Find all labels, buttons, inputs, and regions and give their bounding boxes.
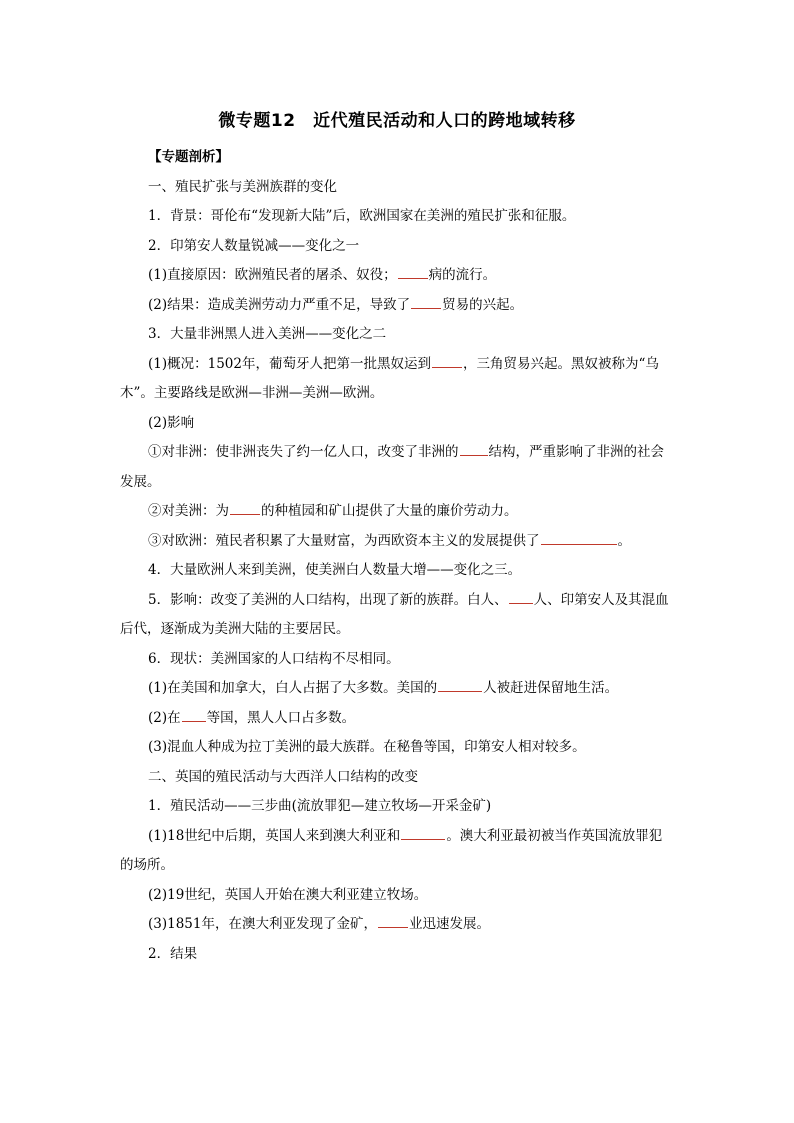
- section-2-gold: (3)1851年，在澳大利亚发现了金矿， 业迅速发展。: [148, 916, 490, 932]
- fill-blank-3[interactable]: [432, 354, 462, 368]
- fill-blank-5[interactable]: [230, 501, 260, 515]
- point-6-status: 6．现状：美洲国家的人口结构不尽相同。: [148, 650, 400, 667]
- section-2-point-2: 2．结果: [148, 945, 198, 962]
- point-5-influence: 5．影响：改变了美洲的人口结构，出现了新的族群。白人、 人、印第安人及其混血: [148, 591, 669, 608]
- point-5-influence-continued: 后代，逐渐成为美洲大陆的主要居民。: [120, 621, 350, 637]
- fill-blank-10[interactable]: [401, 826, 445, 840]
- page-title: 微专题12 近代殖民活动和人口的跨地域转移: [218, 111, 576, 131]
- point-2-result: (2)结果：造成美洲劳动力严重不足，导致了 贸易的兴起。: [148, 296, 524, 313]
- point-2-cause: (1)直接原因：欧洲殖民者的屠杀、奴役； 病的流行。: [148, 267, 497, 283]
- section-2-pastures: (2)19世纪，英国人开始在澳大利亚建立牧场。: [148, 886, 428, 903]
- section-1-title: 一、殖民扩张与美洲族群的变化: [148, 178, 337, 195]
- impact-on-africa: ①对非洲：使非洲丧失了约一亿人口，改变了非洲的 结构，严重影响了非洲的社会: [148, 444, 664, 460]
- fill-blank-7[interactable]: [509, 590, 533, 604]
- fill-blank-8[interactable]: [438, 678, 482, 692]
- fill-blank-9[interactable]: [182, 708, 206, 722]
- point-4-european-migration: 4．大量欧洲人来到美洲，使美洲白人数量大增——变化之三。: [148, 562, 522, 578]
- point-2-indigenous-decline: 2．印第安人数量锐减——变化之一: [148, 237, 360, 254]
- point-6-latin-america: (3)混血人种成为拉丁美洲的最大族群。在秘鲁等国，印第安人相对较多。: [148, 739, 586, 755]
- fill-blank-4[interactable]: [460, 442, 488, 456]
- section-2-title: 二、英国的殖民活动与大西洋人口结构的改变: [148, 768, 418, 785]
- point-3-african-migration: 3．大量非洲黑人进入美洲——变化之二: [148, 326, 387, 342]
- point-3-overview: (1)概况：1502年，葡萄牙人把第一批黑奴运到 ，三角贸易兴起。黑奴被称为“乌: [148, 355, 659, 372]
- impact-on-africa-continued: 发展。: [120, 473, 161, 490]
- fill-blank-6[interactable]: [541, 531, 617, 545]
- fill-blank-1[interactable]: [398, 265, 428, 279]
- point-3-overview-continued: 木”。主要路线是欧洲—非洲—美洲—欧洲。: [120, 385, 384, 401]
- fill-blank-11[interactable]: [378, 914, 408, 928]
- impact-on-europe: ③对欧洲：殖民者积累了大量财富，为西欧资本主义的发展提供了 。: [148, 532, 631, 549]
- point-1-background: 1．背景：哥伦布“发现新大陆”后，欧洲国家在美洲的殖民扩张和征服。: [148, 208, 576, 224]
- section-heading-analysis: 【专题剖析】: [148, 149, 229, 165]
- document-body: [120, 143, 676, 969]
- section-2-australia: (1)18世纪中后期，英国人来到澳大利亚和 。澳大利亚最初被当作英国流放罪犯: [148, 827, 663, 844]
- impact-on-americas: ②对美洲：为 的种植园和矿山提供了大量的廉价劳动力。: [148, 503, 518, 519]
- point-6-usa-canada: (1)在美国和加拿大，白人占据了大多数。美国的 人被赶进保留地生活。: [148, 680, 619, 696]
- section-2-australia-continued: 的场所。: [120, 857, 174, 873]
- point-6-black-majority: (2)在 等国，黑人人口占多数。: [148, 709, 356, 726]
- point-3-impact-heading: (2)影响: [148, 414, 195, 431]
- fill-blank-2[interactable]: [411, 295, 441, 309]
- section-2-point-1: 1．殖民活动——三步曲(流放罪犯—建立牧场—开采金矿): [148, 798, 492, 814]
